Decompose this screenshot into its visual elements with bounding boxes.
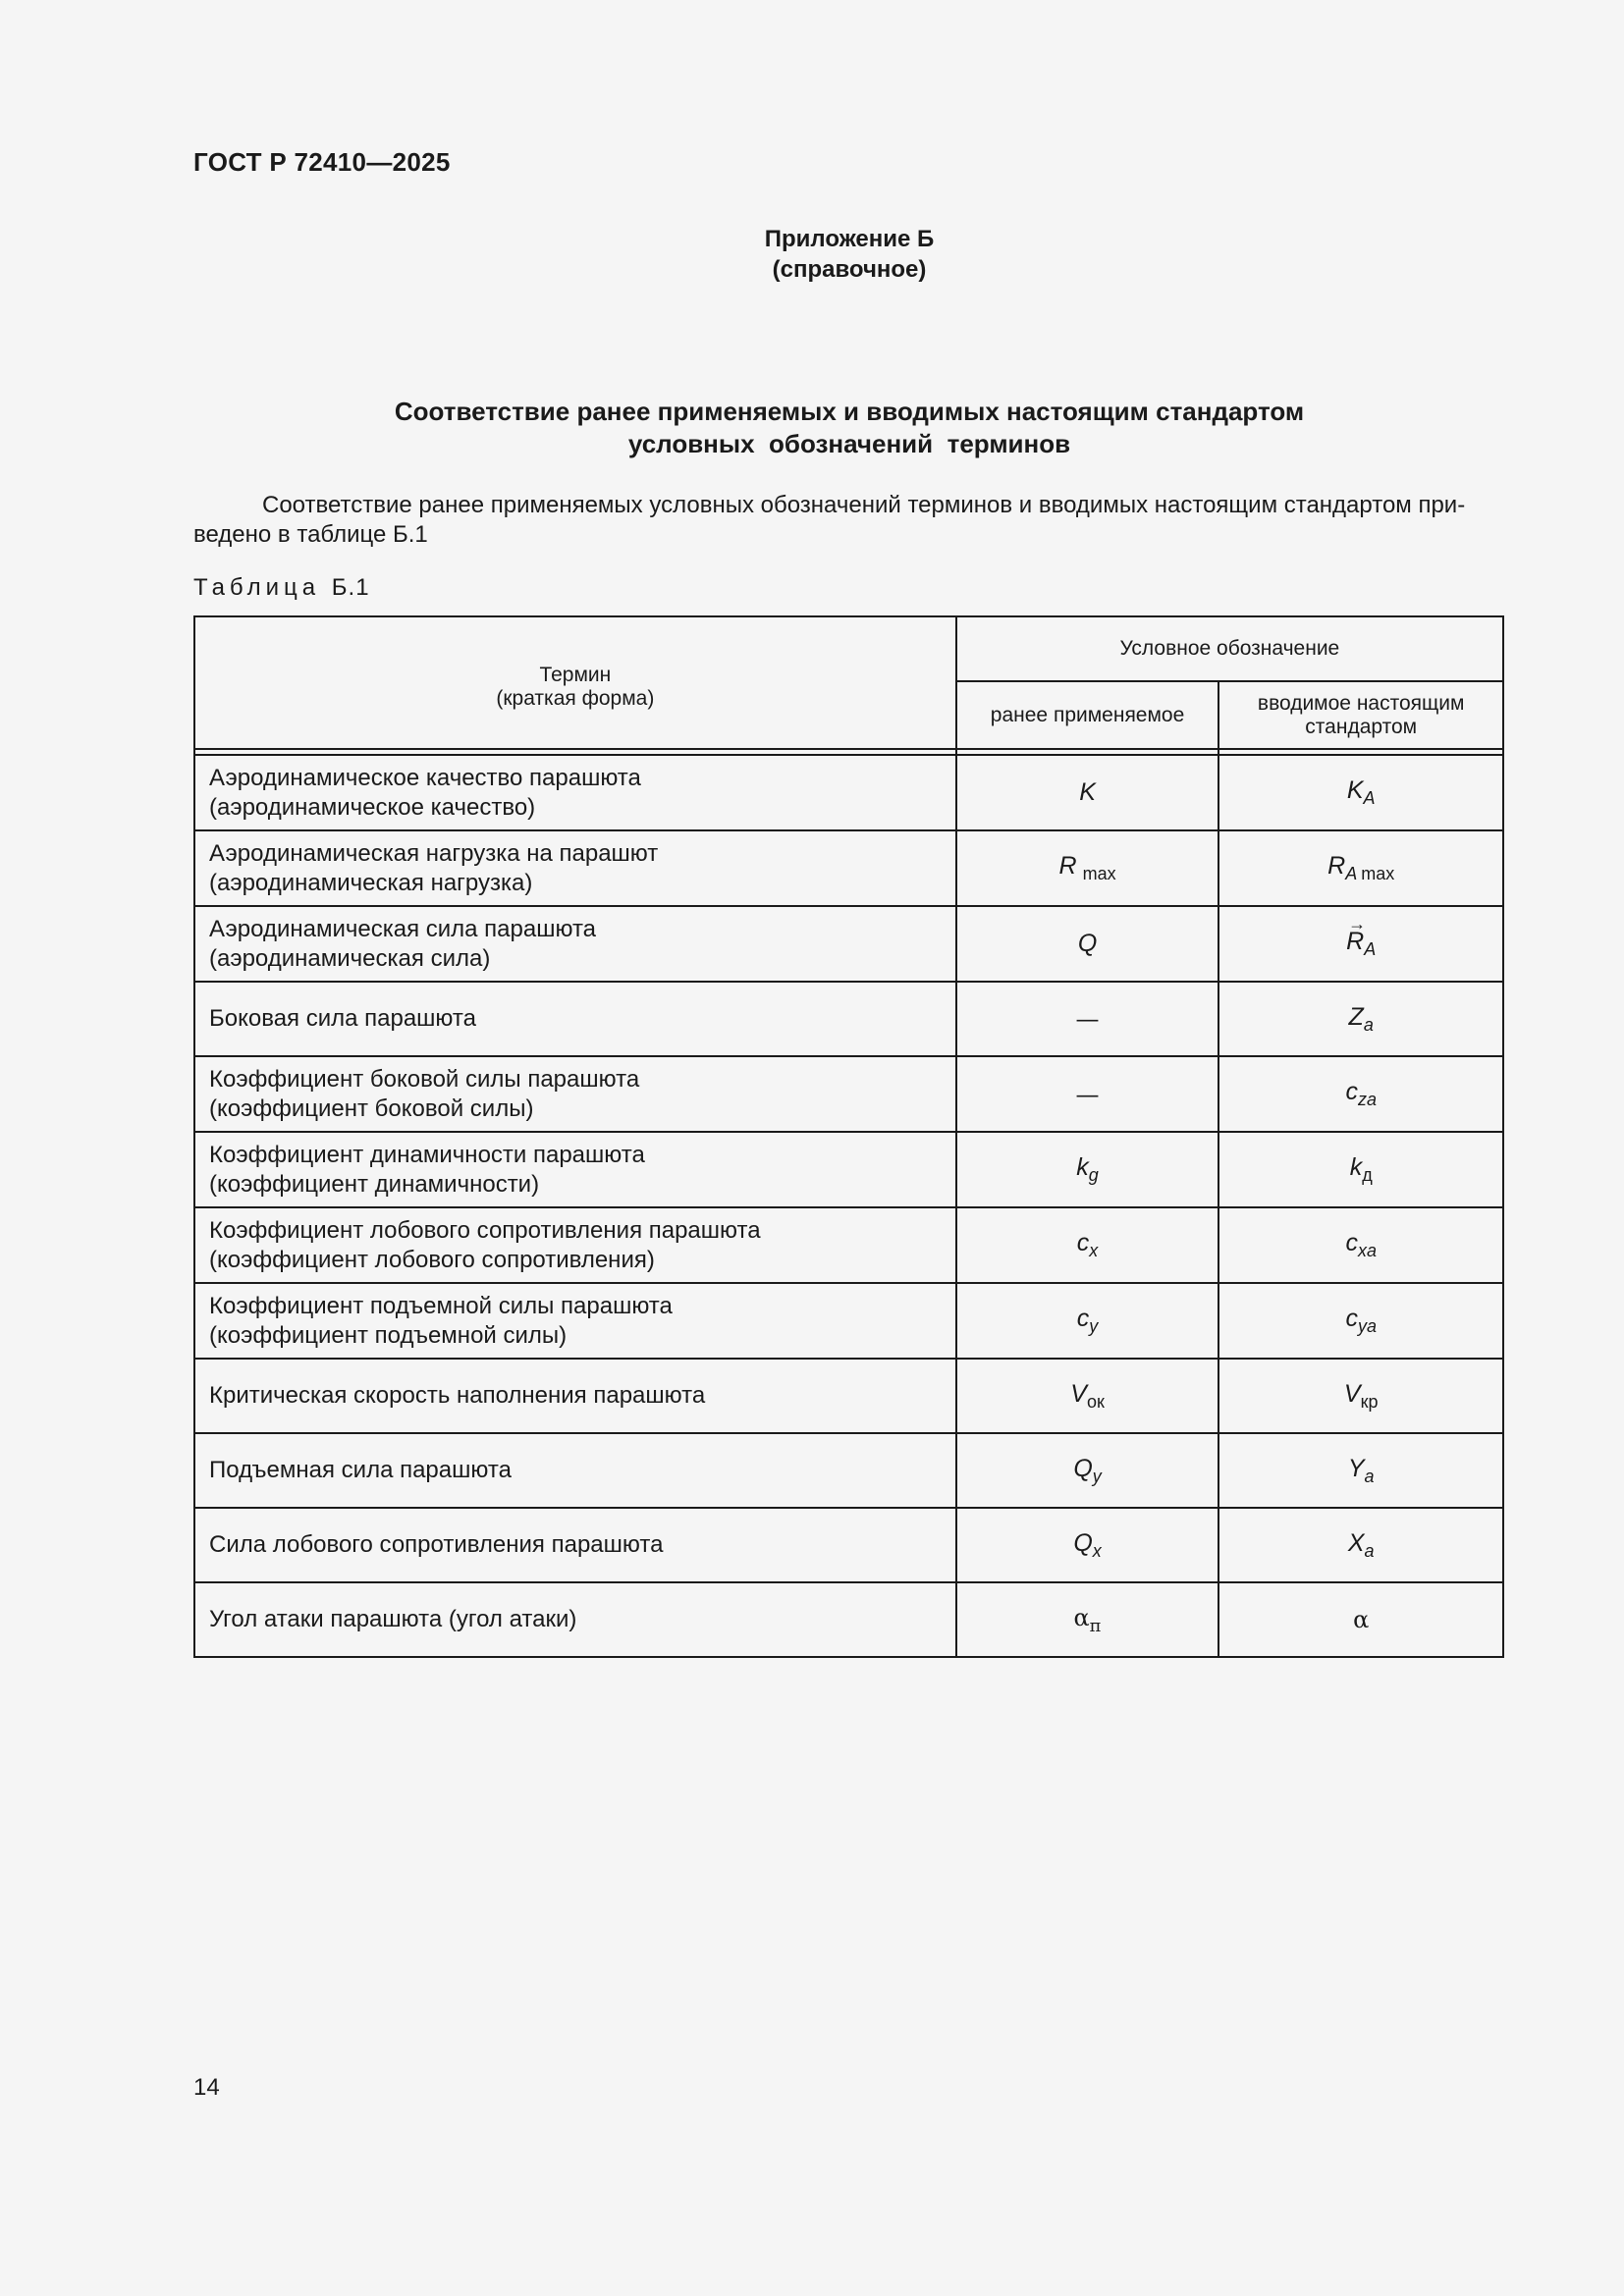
symbol-subscript: ок [1086, 1391, 1105, 1412]
symbol-new-cell [1218, 1359, 1503, 1433]
symbol-prev-cell [956, 1582, 1219, 1657]
term-name: Критическая скорость наполнения парашюта [209, 1382, 706, 1409]
intro-line: Соответствие ранее применяемых условных обозначений терминов и вводимых настоящим стандартом при- [262, 492, 1466, 518]
intro-paragraph [193, 491, 1509, 550]
table-caption-label: Таблица [193, 574, 321, 601]
symbol-subscript: x [1089, 1241, 1099, 1260]
symbol-subscript: д [1362, 1165, 1373, 1185]
term-short-form: (аэродинамическое качество) [209, 793, 536, 821]
term-cell [194, 1359, 956, 1433]
table-row [194, 1056, 1503, 1132]
symbol-base: α [1073, 1603, 1090, 1631]
symbol-subscript: a [1364, 1540, 1375, 1561]
symbol-base: c [1345, 1229, 1358, 1256]
term-name: Аэродинамическая нагрузка на парашют [209, 839, 659, 867]
symbol-subscript: za [1357, 1090, 1377, 1109]
header-term [194, 616, 956, 749]
symbol-base: V [1343, 1379, 1361, 1408]
term-cell [194, 1433, 956, 1508]
page-number: 14 [193, 2074, 220, 2101]
table-row [194, 1508, 1503, 1582]
symbol-base: Y [1347, 1454, 1365, 1482]
symbol-base: V [1070, 1379, 1087, 1408]
symbol-prev-cell [956, 1056, 1219, 1132]
symbol-base: X [1347, 1528, 1365, 1557]
term-name: Боковая сила парашюта [209, 1005, 476, 1032]
symbol-base: — [1075, 1080, 1100, 1108]
term-name: Сила лобового сопротивления парашюта [209, 1531, 664, 1558]
symbol-base: K [1346, 776, 1364, 804]
symbol-subscript: xa [1357, 1241, 1377, 1260]
term-cell [194, 982, 956, 1056]
symbol-new-cell [1218, 1056, 1503, 1132]
appendix-title: Приложение Б [764, 226, 935, 252]
symbol-prev-cell [956, 1359, 1219, 1433]
term-short-form: (коэффициент боковой силы) [209, 1095, 534, 1122]
term-name: Коэффициент динамичности парашюта [209, 1141, 645, 1168]
symbol-subscript: A [1364, 939, 1377, 959]
symbol-prev-cell [956, 1283, 1219, 1359]
term-cell [194, 1582, 956, 1657]
header-term-label: Термин [539, 663, 612, 686]
symbol-new-cell [1218, 1508, 1503, 1582]
symbol-prev-cell [956, 1508, 1219, 1582]
symbol-new-cell [1218, 1283, 1503, 1359]
symbol-base: R [1058, 852, 1077, 880]
table-row [194, 1283, 1503, 1359]
symbol-base: k [1349, 1153, 1363, 1181]
term-name: Подъемная сила парашюта [209, 1457, 512, 1483]
term-name: Аэродинамическое качество парашюта [209, 764, 641, 791]
symbol-base: Q [1073, 1528, 1093, 1557]
term-short-form: (коэффициент лобового сопротивления) [209, 1246, 655, 1273]
symbol-subscript: max [1082, 864, 1116, 883]
symbol-subscript: кр [1360, 1391, 1379, 1412]
appendix-subtitle: (справочное) [772, 256, 927, 283]
symbol-new-cell [1218, 1582, 1503, 1657]
term-short-form: (коэффициент динамичности) [209, 1170, 540, 1198]
term-name: Угол атаки парашюта (угол атаки) [209, 1606, 577, 1632]
table-caption [193, 574, 370, 602]
header-new-line: вводимое настоящим [1257, 691, 1465, 715]
symbol-prev-cell [956, 830, 1219, 906]
header-prev: ранее применяемое [956, 681, 1219, 749]
term-cell [194, 1283, 956, 1359]
standard-code: ГОСТ Р 72410—2025 [193, 147, 451, 177]
symbol-prev-cell [956, 1433, 1219, 1508]
symbol-prev-cell [956, 755, 1219, 830]
symbol-base: c [1345, 1078, 1358, 1105]
term-short-form: (коэффициент подъемной силы) [209, 1321, 568, 1349]
symbol-prev-cell [956, 1132, 1219, 1207]
term-cell [194, 1207, 956, 1283]
header-new [1218, 681, 1503, 749]
symbol-base: Q [1077, 930, 1098, 957]
symbol-base: — [1075, 1005, 1100, 1033]
table-row [194, 1207, 1503, 1283]
symbol-subscript: x [1092, 1540, 1102, 1561]
symbol-subscript: y [1089, 1316, 1099, 1336]
header-symbol: Условное обозначение [956, 616, 1503, 681]
table-row [194, 1359, 1503, 1433]
term-cell [194, 1132, 956, 1207]
symbol-base: c [1076, 1305, 1090, 1332]
term-cell [194, 1508, 956, 1582]
symbol-new-cell [1218, 830, 1503, 906]
symbol-new-cell [1218, 982, 1503, 1056]
term-name: Коэффициент лобового сопротивления парашюта [209, 1216, 761, 1244]
symbol-subscript: A [1363, 788, 1376, 808]
table-row [194, 1132, 1503, 1207]
term-name: Коэффициент подъемной силы парашюта [209, 1292, 673, 1319]
symbol-new-cell [1218, 906, 1503, 982]
symbol-new-cell [1218, 1433, 1503, 1508]
symbol-new-cell [1218, 1132, 1503, 1207]
symbol-base: Q [1073, 1454, 1093, 1482]
table-row [194, 982, 1503, 1056]
terms-table [193, 615, 1504, 1658]
symbol-prev-cell [956, 1207, 1219, 1283]
term-short-form: (аэродинамическая нагрузка) [209, 869, 533, 896]
table-row [194, 1582, 1503, 1657]
section-title-line: условных обозначений терминов [627, 429, 1071, 458]
table-row [194, 1433, 1503, 1508]
symbol-base: K [1079, 778, 1096, 806]
term-name: Аэродинамическая сила парашюта [209, 915, 597, 942]
symbol-base: R [1327, 852, 1346, 880]
symbol-base: c [1345, 1305, 1358, 1332]
symbol-subscript: g [1088, 1165, 1099, 1185]
symbol-subscript: max [1361, 864, 1395, 883]
intro-line: ведено в таблице Б.1 [193, 521, 428, 548]
appendix-heading [0, 224, 1624, 285]
vector-symbol [1346, 914, 1367, 956]
term-cell [194, 830, 956, 906]
header-new-line: стандартом [1305, 715, 1418, 738]
symbol-base: R [1346, 928, 1365, 955]
vector-arrow: → [1348, 914, 1367, 934]
symbol-subscript: п [1089, 1615, 1102, 1636]
table-row [194, 906, 1503, 982]
symbol-prev-cell [956, 906, 1219, 982]
term-short-form: (аэродинамическая сила) [209, 944, 491, 972]
symbol-subscript: y [1092, 1466, 1102, 1486]
symbol-base: α [1353, 1606, 1370, 1633]
symbol-subscript: A [1345, 864, 1358, 883]
section-title-line: Соответствие ранее применяемых и вводимых настоящим стандартом [394, 397, 1305, 426]
term-cell [194, 906, 956, 982]
symbol-subscript: a [1364, 1466, 1375, 1486]
table-caption-number: Б.1 [331, 574, 370, 601]
symbol-subscript: ya [1357, 1316, 1377, 1336]
section-title [0, 396, 1624, 460]
header-term-sub: (краткая форма) [496, 686, 655, 710]
term-cell [194, 1056, 956, 1132]
term-name: Коэффициент боковой силы парашюта [209, 1065, 640, 1093]
symbol-base: Z [1348, 1002, 1364, 1031]
symbol-new-cell [1218, 755, 1503, 830]
symbol-base: k [1076, 1153, 1089, 1181]
symbol-subscript: a [1363, 1014, 1374, 1035]
symbol-base: c [1076, 1229, 1090, 1256]
symbol-new-cell [1218, 1207, 1503, 1283]
table-row [194, 755, 1503, 830]
symbol-prev-cell [956, 982, 1219, 1056]
table-row [194, 830, 1503, 906]
term-cell [194, 755, 956, 830]
